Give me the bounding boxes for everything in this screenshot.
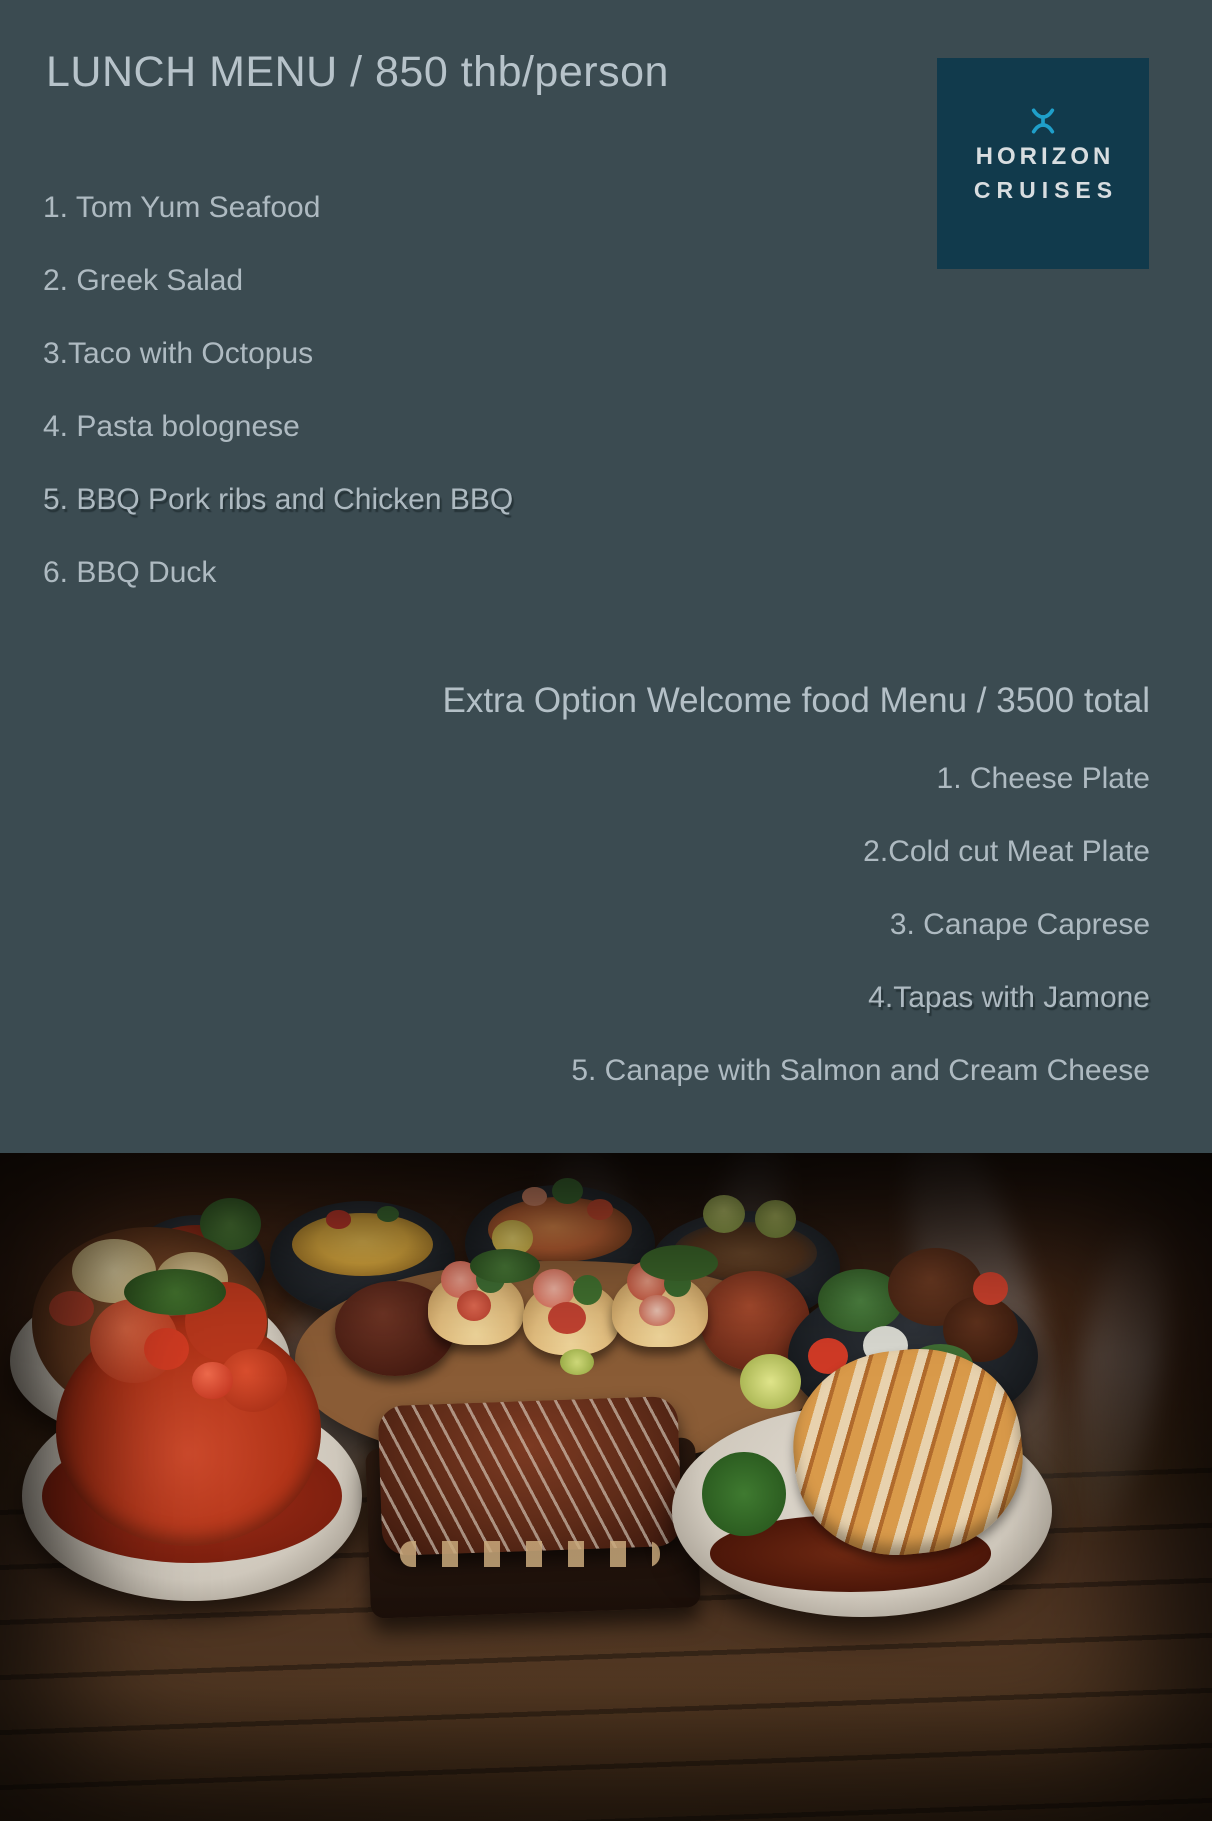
dish-sliced-duck-plate	[672, 1405, 1052, 1617]
dish-grilled-octopus-piece	[335, 1281, 455, 1376]
yaz-symbol-icon	[1026, 107, 1060, 135]
smoke-wisp	[225, 1253, 414, 1573]
lunch-menu-item: 2. Greek Salad	[43, 264, 244, 297]
dish-cherry-tomato	[144, 1328, 188, 1370]
food-photo	[0, 1153, 1212, 1821]
dish-salad-bowl	[465, 1185, 655, 1303]
dish-pasta-meat-plate	[10, 1281, 290, 1441]
smoke-wisp	[668, 1153, 803, 1496]
dish-herb-garnish	[640, 1245, 718, 1281]
dish-red-pork-plate	[22, 1391, 362, 1601]
smoke-wisp	[876, 1153, 1094, 1569]
horizon-cruises-logo	[937, 58, 1149, 269]
lunch-menu-item: 6. BBQ Duck	[43, 556, 217, 589]
dish-taco	[612, 1273, 708, 1347]
dish-cherry-tomato	[192, 1362, 233, 1400]
extra-menu-item: 3. Canape Caprese	[889, 908, 1150, 941]
extra-menu-item: 4.Tapas with Jamone	[868, 981, 1150, 1014]
dish-bbq-ribs	[377, 1396, 682, 1556]
dish-rib-bones	[400, 1541, 660, 1567]
lunch-menu-item: 5. BBQ Pork ribs and Chicken BBQ	[43, 483, 514, 516]
dish-duck-slices	[784, 1339, 1032, 1565]
dish-grill-salad-bowl	[788, 1281, 1038, 1431]
lunch-menu-list	[43, 190, 513, 628]
lunch-menu-item: 4. Pasta bolognese	[43, 410, 300, 443]
dish-taco	[428, 1271, 524, 1345]
dish-lime-wedge	[560, 1349, 594, 1375]
dish-parsley-garnish	[702, 1452, 786, 1537]
lunch-menu-item: 1. Tom Yum Seafood	[43, 191, 321, 224]
extra-menu-item: 1. Cheese Plate	[936, 762, 1150, 795]
dish-lime-wedge	[740, 1354, 801, 1409]
dish-ribs-tray	[365, 1437, 701, 1618]
extra-menu-heading: Extra Option Welcome food Menu / 3500 total	[442, 681, 1150, 720]
lunch-menu-item: 3.Taco with Octopus	[43, 337, 314, 370]
extra-menu-list	[571, 761, 1150, 1126]
smoke-wisp	[531, 1153, 679, 1547]
dish-green-sauce-bowl	[130, 1215, 265, 1310]
extra-menu-item: 2.Cold cut Meat Plate	[863, 835, 1150, 868]
dish-taco	[523, 1281, 619, 1355]
smoke-wisp	[1055, 1209, 1184, 1538]
dish-noodle-bowl	[270, 1201, 455, 1316]
logo-wordmark-line1: HORIZON	[975, 143, 1115, 170]
dish-avocado-mushroom-bowl	[650, 1211, 840, 1323]
dish-glazed-meat-piece	[700, 1271, 810, 1371]
extra-menu-item: 5. Canape with Salmon and Cream Cheese	[571, 1054, 1150, 1087]
dish-herb-garnish	[470, 1249, 540, 1283]
logo-wordmark-line2: CRUISES	[973, 177, 1119, 203]
page-title: LUNCH MENU / 850 thb/person	[46, 48, 669, 96]
dish-taco-board	[295, 1261, 825, 1466]
